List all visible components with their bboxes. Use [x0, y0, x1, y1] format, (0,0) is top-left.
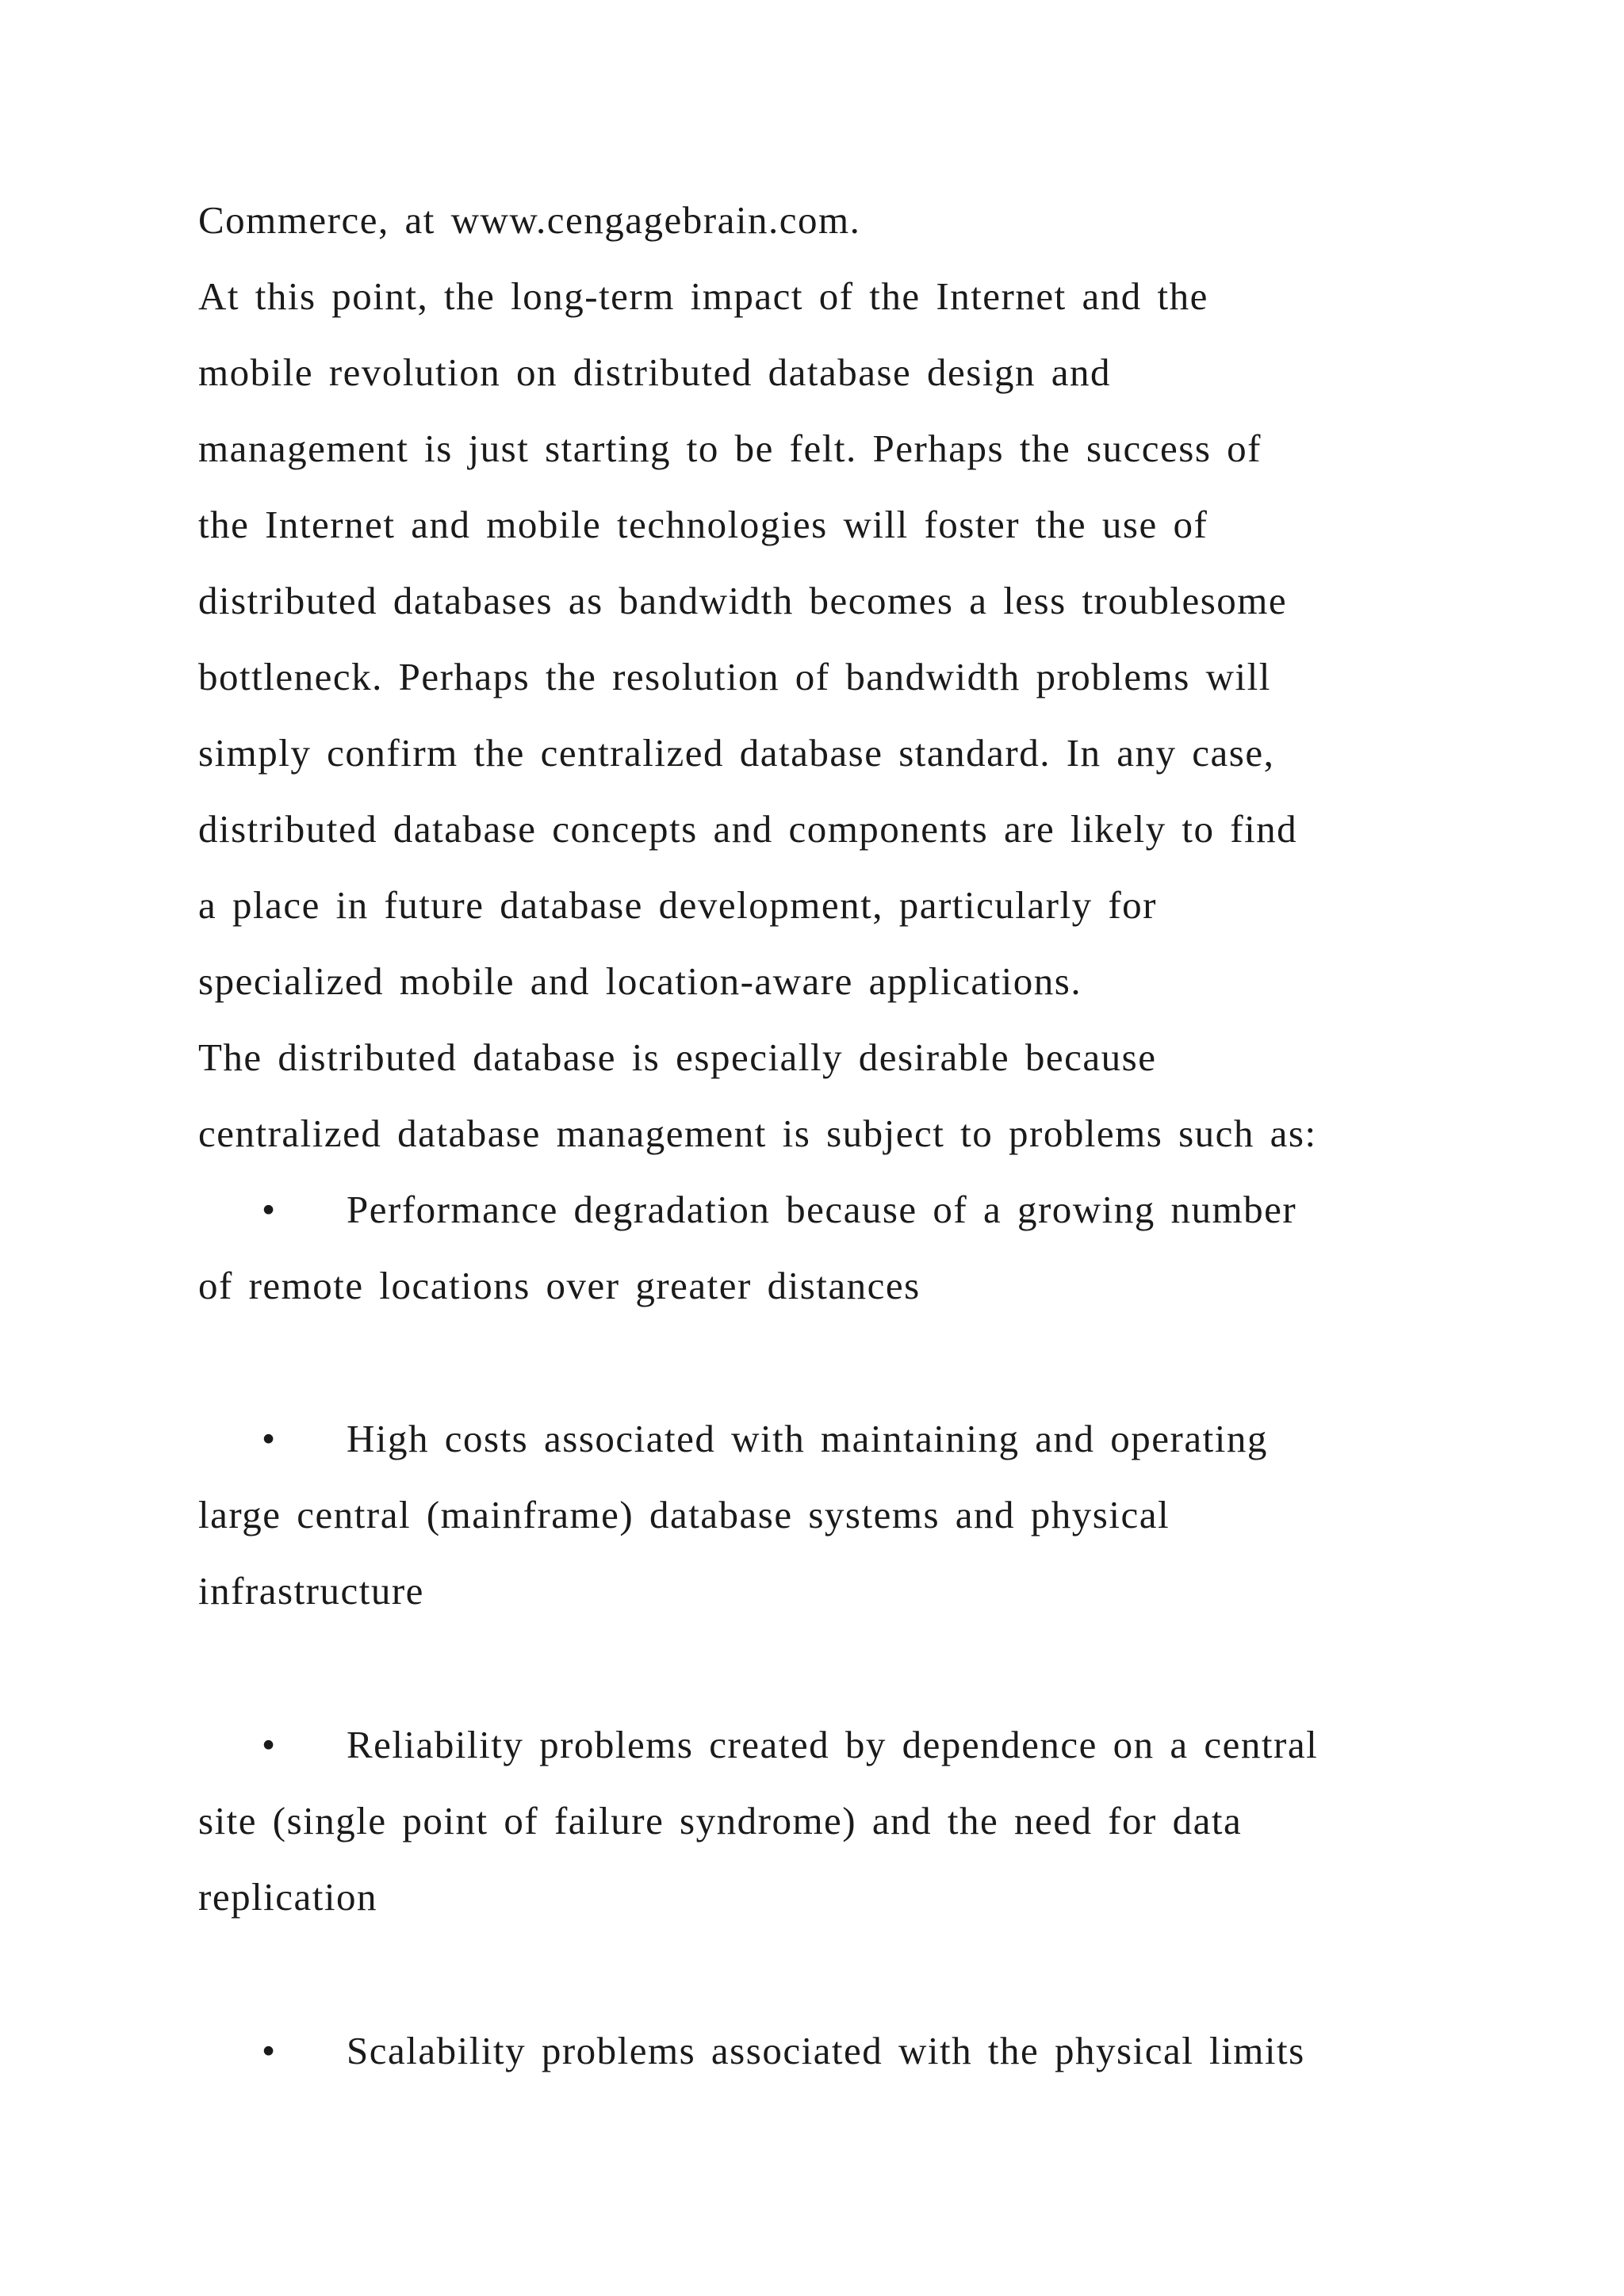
bullet-continuation: site (single point of failure syndrome) and the need for data: [198, 1799, 1243, 1843]
bullet-text: High costs associated with maintaining and operating: [347, 1417, 1268, 1460]
text-line: Commerce, at www.cengagebrain.com.: [198, 198, 861, 242]
text-line: At this point, the long-term impact of the Internet and the: [198, 274, 1208, 318]
text-line: centralized database management is subject to problems such as:: [198, 1112, 1317, 1155]
text-line: specialized mobile and location-aware applications.: [198, 959, 1082, 1003]
bullet-icon: •: [262, 1723, 277, 1766]
text-line: distributed database concepts and components are likely to find: [198, 807, 1298, 851]
text-line: management is just starting to be felt. Perhaps the success of: [198, 427, 1262, 470]
text-line: a place in future database development, particularly for: [198, 883, 1157, 927]
bullet-icon: •: [262, 1417, 277, 1460]
text-line: The distributed database is especially desirable because: [198, 1035, 1157, 1079]
text-line: the Internet and mobile technologies will foster the use of: [198, 503, 1208, 546]
bullet-icon: •: [262, 2029, 277, 2072]
text-line: bottleneck. Perhaps the resolution of bandwidth problems will: [198, 655, 1271, 698]
bullet-continuation: replication: [198, 1875, 378, 1919]
bullet-icon: •: [262, 1188, 277, 1231]
bullet-text: Scalability problems associated with the physical limits: [347, 2029, 1305, 2072]
bullet-continuation: large central (mainframe) database systems and physical: [198, 1493, 1170, 1536]
text-line: distributed databases as bandwidth becomes a less troublesome: [198, 579, 1288, 622]
bullet-text: Performance degradation because of a growing number: [347, 1188, 1297, 1231]
bullet-text: Reliability problems created by dependence on a central: [347, 1723, 1319, 1766]
bullet-continuation: infrastructure: [198, 1569, 424, 1613]
bullet-continuation: of remote locations over greater distances: [198, 1264, 921, 1307]
text-line: simply confirm the centralized database standard. In any case,: [198, 731, 1275, 775]
text-line: mobile revolution on distributed database design and: [198, 350, 1111, 394]
